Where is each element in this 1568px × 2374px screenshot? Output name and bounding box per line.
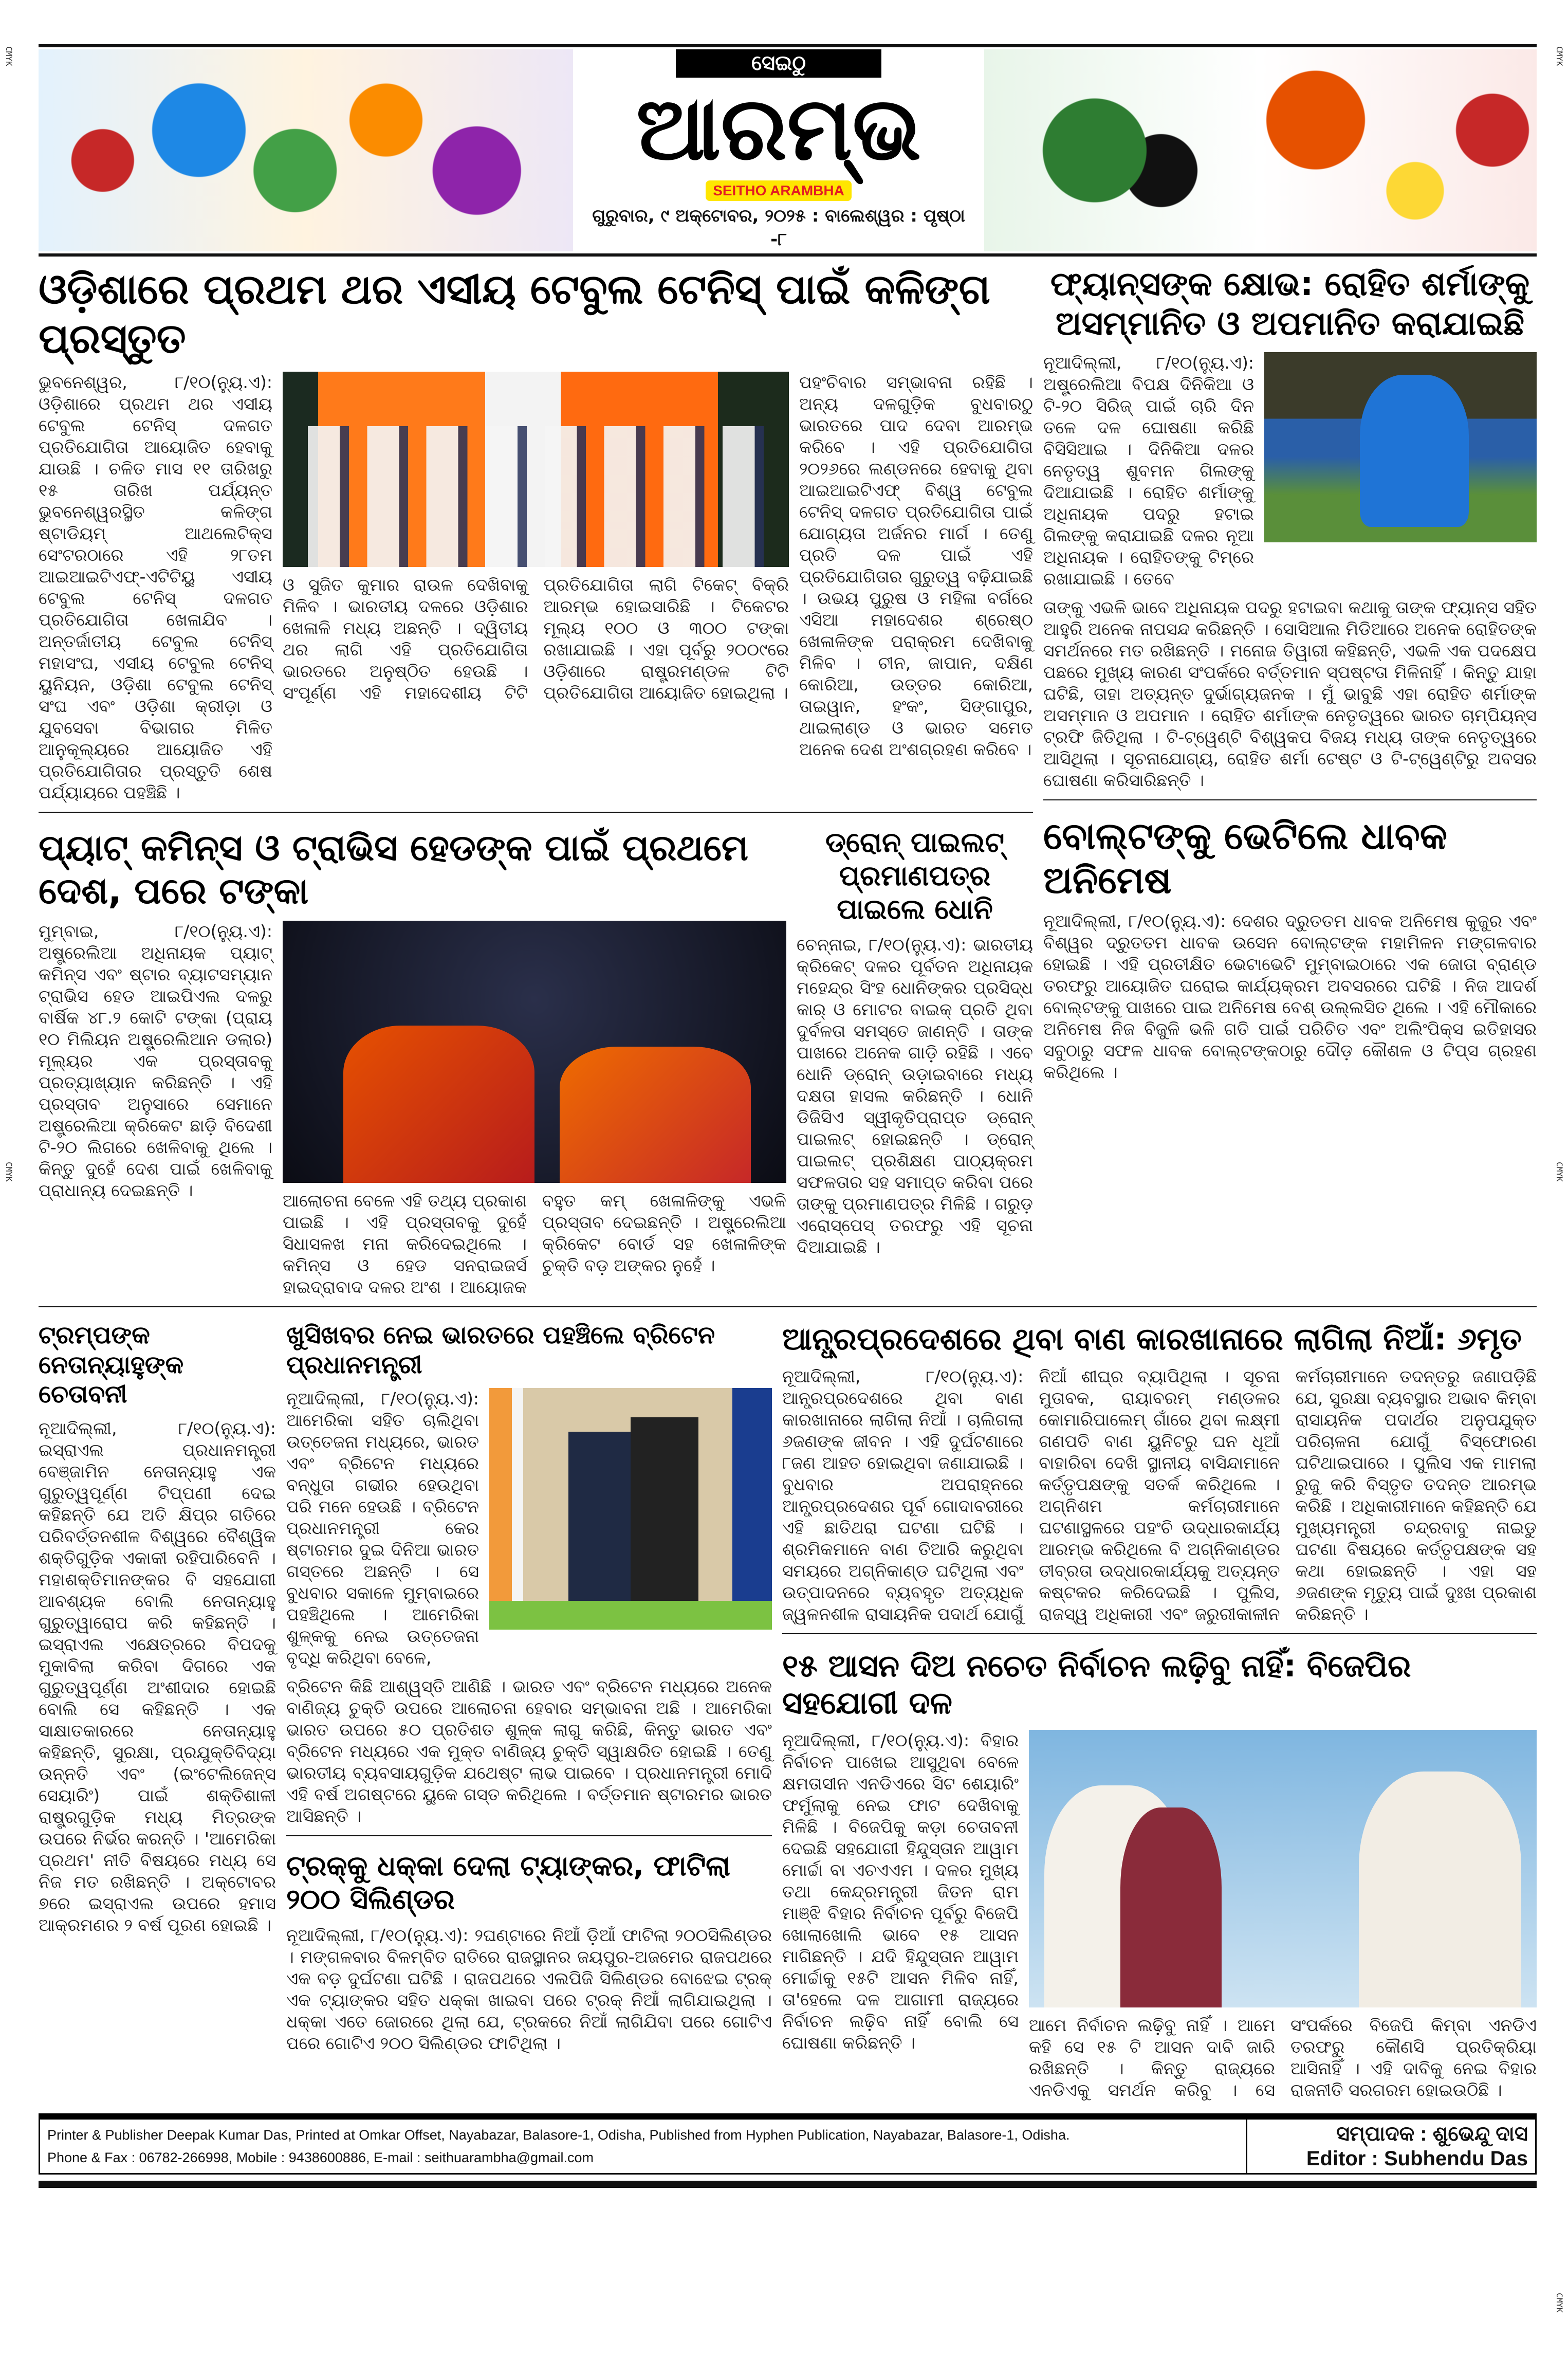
headline: ଟ୍ରମ୍ପଙ୍କ ନେତାନ୍ୟାହୁଙ୍କ ଚେତାବନୀ bbox=[39, 1321, 184, 1409]
sports-collage-right bbox=[984, 49, 1537, 251]
article-body: ନୂଆଦିଲ୍ଲୀ, ୮/୧୦(ନ୍ୟୁ.ଏ): ଆମେରିକା ସହିତ ଚାଲିଥିବା ଉତ୍ତେଜନା ମଧ୍ୟରେ, ଭାରତ ଏବଂ ବ୍ରିଟେନ ମଧ୍ୟରେ ବନ୍ଧୁତା ଗଭୀର ହେଉଥିବା ପରି ମନେ ହେଉଛି । ବ୍ରିଟେନ ପ୍ରଧାନମନ୍ତ୍ରୀ କେର ଷ୍ଟାରମର ଦୁଇ ଦିନିଆ ଭାରତ ଗସ୍ତରେ ଅଛନ୍ତି । ସେ ବୁଧବାର ସକାଳେ ମୁମ୍ବାଇରେ ପହଞ୍ଚିଥିଲେ । ଆମେରିକା ଶୁଳ୍କକୁ ନେଇ ଉତ୍ତେଜନା ବୃଦ୍ଧି କରିଥିବା ବେଳେ, bbox=[286, 1389, 479, 1668]
article-cummins-head bbox=[39, 821, 786, 1298]
publisher-info bbox=[40, 2120, 1247, 2173]
logo-block bbox=[583, 49, 974, 251]
manjhi-modi-photo bbox=[1029, 1730, 1537, 2007]
article-body: ନୂଆଦିଲ୍ଲୀ, ୮/୧୦(ନ୍ୟୁ.ଏ): ୨ଘଣ୍ଟାରେ ନିଆଁ ଡ଼ିଆଁ ଫାଟିଲା ୨୦୦ସିଲିଣ୍ଡର । ମଙ୍ଗଳବାର ବିଳମ୍ବିତ ରାତିରେ ରାଜସ୍ଥାନର ଜୟପୁର-ଅଜମେର ରାଜପଥରେ ଏକ ବଡ଼ ଦୁର୍ଘଟଣା ଘଟିଛି । ରାଜପଥରେ ଏଲପିଜି ସିଲିଣ୍ଡର ବୋଝେଇ ଟ୍ରକ୍ ଏକ ଟ୍ୟାଙ୍କର ସହିତ ଧକ୍କା ଖାଇବା ପରେ ଟ୍ରକ୍ ନିଆଁ ଲାଗିଯାଇଥିଲା । ଧକ୍କା ଏତେ ଜୋରରେ ଥିଲା ଯେ, ଟ୍ରକରେ ନିଆଁ ଲାଗିଯିବା ପରେ ଗୋଟିଏ ପରେ ଗୋଟିଏ ୨୦୦ ସିଲିଣ୍ଡର ଫାଟିଥିଲା । bbox=[286, 1925, 772, 2053]
masthead bbox=[39, 44, 1537, 257]
article-body: ଆମେ ନିର୍ବାଚନ ଲଢ଼ିବୁ ନାହିଁ । ଆମେ କହି ସେ ୧୫ ଟି ଆସନ ଦାବି ଜାରି ରଖିଛନ୍ତି । କିନ୍ତୁ ରାଜ୍ୟରେ ଏନଡିଏକୁ ସମର୍ଥନ କରିବୁ । ସେ ସଂପର୍କରେ ବିଜେପି କିମ୍ବା ଏନଡିଏ ତରଫରୁ କୌଣସି ପ୍ରତିକ୍ରିୟା ଆସିନାହିଁ । ଏହି ଦାବିକୁ ନେଇ ବିହାର ରାଜନୀତି ସରଗରମ ହୋଇଉଠିଛି । bbox=[1029, 2015, 1537, 2100]
registration-mark: CMYK bbox=[4, 1162, 14, 1182]
newspaper-page bbox=[39, 0, 1537, 2188]
registration-mark: CMYK bbox=[1555, 46, 1564, 66]
article-body: ତାଙ୍କୁ ଏଭଳି ଭାବେ ଅଧିନାୟକ ପଦରୁ ହଟାଇବା କଥାକୁ ତାଙ୍କ ଫ୍ୟାନ୍ସ ସହିତ ଆହୁରି ଅନେକ ନାପସନ୍ଦ କରିଛନ୍ତି । ସୋସିଆଲ ମିଡିଆରେ ଅନେକ ରୋହିତଙ୍କ ସମର୍ଥନରେ ମତ ରଖିଛନ୍ତି । ମନୋଜ ତିୱାରୀ କହିଛନ୍ତି, ଏଭଳି ଏକ ପଦକ୍ଷେପ ପଛରେ ମୁଖ୍ୟ କାରଣ ସଂପର୍କରେ ବର୍ତ୍ତମାନ ସ୍ପଷ୍ଟତା ମିଳିନାହିଁ । କିନ୍ତୁ ଯାହା ଘଟିଛି, ତାହା ଅତ୍ୟନ୍ତ ଦୁର୍ଭାଗ୍ୟଜନକ । ମୁଁ ଭାବୁଛି ଏହା ରୋହିତ ଶର୍ମାଙ୍କ ଅସମ୍ମାନ ଓ ଅପମାନ । ରୋହିତ ଶର୍ମାଙ୍କ ନେତୃତ୍ୱରେ ଭାରତ ଚାମ୍ପିୟନ୍ସ ଟ୍ରଫି ଜିତିଥିଲା । ଟି-ଟ୍ୱେଣ୍ଟି ବିଶ୍ୱକପ ବିଜୟ ମଧ୍ୟ ତାଙ୍କ ନେତୃତ୍ୱରେ ଆସିଥିଲା । ସୂଚନାଯୋଗ୍ୟ, ରୋହିତ ଶର୍ମା ଟେଷ୍ଟ ଓ ଟି-ଟ୍ୱେଣ୍ଟିରୁ ଅବସର ଘୋଷଣା କରିସାରିଛନ୍ତି । bbox=[1043, 597, 1537, 790]
article-body: ଆଲୋଚନା ବେଳେ ଏହି ତଥ୍ୟ ପ୍ରକାଶ ପାଇଛି । ଏହି ପ୍ରସ୍ତାବକୁ ଦୁହେଁ ସିଧାସଳଖ ମନା କରିଦେଇଥିଲେ । କମିନ୍ସ ଓ ହେଡ ସନରାଇଜର୍ସ ହାଇଦ୍ରାବାଦ ଦଳର ଅଂଶ । ଆୟୋଜକ ବହୁତ କମ୍ ଖେଳାଳିଙ୍କୁ ଏଭଳି ପ୍ରସ୍ତାବ ଦେଇଛନ୍ତି । ଅଷ୍ଟ୍ରେଲିଆ କ୍ରିକେଟ ବୋର୍ଡ ସହ ଖେଳାଳିଙ୍କ ଚୁକ୍ତି ବଡ଼ ଅଙ୍କର ନୁହେଁ । bbox=[283, 1191, 786, 1297]
headline: ୧୫ ଆସନ ଦିଅ ନଚେତ ନିର୍ବାଚନ ଲଢ଼ିବୁ ନାହିଁ: ବିଜେପିର ସହଯୋଗୀ ଦଳ bbox=[782, 1648, 1411, 1721]
headline: ଓଡ଼ିଶାରେ ପ୍ରଥମ ଥର ଏସୀୟ ଟେବୁଲ ଟେନିସ୍ ପାଇଁ କଳିଙ୍ଗ ପ୍ରସ୍ତୁତ bbox=[39, 265, 990, 362]
article-body: ଚେନ୍ନାଇ, ୮/୧୦(ନ୍ୟୁ.ଏ): ଭାରତୀୟ କ୍ରିକେଟ୍ ଦଳର ପୂର୍ବତନ ଅଧିନାୟକ ମହେନ୍ଦ୍ର ସିଂହ ଧୋନିଙ୍କର ପ୍ରସିଦ୍ଧ କାର୍ ଓ ମୋଟର ବାଇକ୍ ପ୍ରତି ଥିବା ଦୁର୍ବଳତା ସମସ୍ତେ ଜାଣନ୍ତି । ତାଙ୍କ ପାଖରେ ଅନେକ ଗାଡ଼ି ରହିଛି । ଏବେ ଧୋନି ଡ୍ରୋନ୍ ଉଡ଼ାଇବାରେ ମଧ୍ୟ ଦକ୍ଷତା ହାସଲ କରିଛନ୍ତି । ଧୋନି ଡିଜିସିଏ ସ୍ୱୀକୃତିପ୍ରାପ୍ତ ଡ୍ରୋନ୍ ପାଇଲଟ୍ ହୋଇଛନ୍ତି । ଡ୍ରୋନ୍ ପାଇଲଟ୍ ପ୍ରଶିକ୍ଷଣ ପାଠ୍ୟକ୍ରମ ସଫଳତାର ସହ ସମାପ୍ତ କରିବା ପରେ ତାଙ୍କୁ ପ୍ରମାଣପତ୍ର ମିଳିଛି । ଗରୁଡ଼ ଏରୋସ୍ପେସ୍ ତରଫରୁ ଏହି ସୂଚନା ଦିଆଯାଇଛି । bbox=[797, 935, 1033, 1257]
article-andhra-fire bbox=[782, 1316, 1537, 1625]
bottom-rule bbox=[39, 2181, 1537, 2188]
headline: ଟ୍ରକ୍‌କୁ ଧକ୍କା ଦେଲା ଟ୍ୟାଙ୍କର, ଫାଟିଲା ୨୦୦ ସିଲିଣ୍ଡର bbox=[286, 1850, 731, 1915]
dateline: ଗୁରୁବାର, ୯ ଅକ୍ଟୋବର, ୨୦୨୫ : ବାଲେଶ୍ୱର : ପୃଷ୍ଠା -୮ bbox=[592, 206, 965, 250]
registration-mark: CMYK bbox=[1555, 1162, 1564, 1182]
article-bolt bbox=[1043, 791, 1537, 1084]
article-uk-pm bbox=[286, 1316, 772, 1827]
article-netanyahu bbox=[39, 1316, 276, 2101]
article-body: ଓ ସୁଜିତ କୁମାର ରାଉଳ ଦେଖିବାକୁ ମିଳିବ । ଭାରତୀୟ ଦଳରେ ଓଡ଼ିଶାର ଖେଳାଳି ମଧ୍ୟ ଅଛନ୍ତି । ଦ୍ୱିତୀୟ ଥର ଲାଗି ଏହି ପ୍ରତିଯୋଗିତା ଭାରତରେ ଅନୁଷ୍ଠିତ ହେଉଛି । ସଂପୂର୍ଣ୍ଣ ଏହି ମହାଦେଶୀୟ ଟିଟି ପ୍ରତିଯୋଗିତା ଲାଗି ଟିକେଟ୍ ବିକ୍ରି ଆରମ୍ଭ ହୋଇସାରିଛି । ଟିକେଟର ମୂଲ୍ୟ ୧୦୦ ଓ ୩୦୦ ଟଙ୍କା ରଖାଯାଇଛି । ଏହା ପୂର୍ବରୁ ୨୦୦୯ରେ ଓଡ଼ିଶାରେ ରାଷ୍ଟ୍ରମଣ୍ଡଳ ଟିଟି ପ୍ରତିଯୋଗିତା ଆୟୋଜିତ ହୋଇଥିଲା । bbox=[283, 575, 789, 703]
divider bbox=[286, 1835, 772, 1836]
publisher-line: Printer & Publisher Deepak Kumar Das, Printed at Omkar Offset, Nayabazar, Balasore-1, Odisha, Published from Hyphen Publication, Nayabazar, Balasore-1, Odisha. bbox=[47, 2127, 1070, 2143]
modi-starmer-photo bbox=[489, 1388, 772, 1630]
logo-english-tag: SEITHO ARAMBHA bbox=[706, 180, 852, 201]
headline: ଡ୍ରୋନ୍ ପାଇଲଟ୍ ପ୍ରମାଣପତ୍ର ପାଇଲେ ଧୋନି bbox=[825, 826, 1005, 925]
registration-mark: CMYK bbox=[1555, 2293, 1564, 2313]
divider bbox=[39, 812, 1033, 813]
divider bbox=[782, 1633, 1537, 1634]
logo-title: ଆରମ୍ଭ bbox=[636, 78, 921, 180]
sports-collage-left bbox=[39, 49, 573, 251]
article-truck-cylinders bbox=[286, 1827, 772, 2054]
divider bbox=[1043, 799, 1537, 800]
article-body: ନୂଆଦିଲ୍ଲୀ, ୮/୧୦(ନ୍ୟୁ.ଏ): ଇସ୍ରାଏଲ ପ୍ରଧାନମନ୍ତ୍ରୀ ବେଞ୍ଜାମିନ ନେତାନ୍ୟାହୁ ଏକ ଗୁରୁତ୍ୱପୂର୍ଣ୍ଣ ଟିପ୍ପଣୀ ଦେଇ କହିଛନ୍ତି ଯେ ଅତି କ୍ଷିପ୍ର ଗତିରେ ପରିବର୍ତ୍ତନଶୀଳ ବିଶ୍ୱରେ ବୈଶ୍ୱିକ ଶକ୍ତିଗୁଡ଼ିକ ଏକାକୀ ରହିପାରିବେନି । ମହାଶକ୍ତିମାନଙ୍କର ବି ସହଯୋଗୀ ଆବଶ୍ୟକ ବୋଲି ନେତାନ୍ୟାହୁ ଗୁରୁତ୍ୱାରୋପ କରି କହିଛନ୍ତି । ଇସ୍ରାଏଲ ଏକ୍ଷେତ୍ରରେ ବିପଦକୁ ମୁକାବିଲା କରିବା ଦିଗରେ ଏକ ଗୁରୁତ୍ୱପୂର୍ଣ୍ଣ ଅଂଶୀଦାର ହୋଇଛି ବୋଲି ସେ କହିଛନ୍ତି । ଏକ ସାକ୍ଷାତକାରରେ ନେତାନ୍ୟାହୁ କହିଛନ୍ତି, ସୁରକ୍ଷା, ପ୍ରଯୁକ୍ତିବିଦ୍ୟା ଉନ୍ନତି ଏବଂ (ଇଂଟେଲିଜେନ୍ସ ସେୟାରିଂ) ପାଇଁ ଶକ୍ତିଶାଳୀ ରାଷ୍ଟ୍ରଗୁଡ଼ିକ ମଧ୍ୟ ମିତ୍ରଙ୍କ ଉପରେ ନିର୍ଭର କରନ୍ତି । 'ଆମେରିକା ପ୍ରଥମ' ନୀତି ବିଷୟରେ ମଧ୍ୟ ସେ ନିଜ ମତ ରଖିଛନ୍ତି । ଅକ୍ଟୋବର ୭ରେ ଇସ୍ରାଏଲ ଉପରେ ହମାସ ଆକ୍ରମଣର ୨ ବର୍ଷ ପୂରଣ ହୋଇଛି । bbox=[39, 1418, 276, 1935]
article-body: ପହଂଚିବାର ସମ୍ଭାବନା ରହିଛି । ଅନ୍ୟ ଦଳଗୁଡ଼ିକ ବୁଧବାରଠୁ ଭାରତରେ ପାଦ ଦେବା ଆରମ୍ଭ କରିବେ । ଏହି ପ୍ରତିଯୋଗିତା ୨୦୨୬ରେ ଲଣ୍ଡନରେ ହେବାକୁ ଥିବା ଆଇଆଇଟିଏଫ୍ ବିଶ୍ୱ ଟେବୁଲ ଟେନିସ୍ ଦଳଗତ ପ୍ରତିଯୋଗିତା ପାଇଁ ଯୋଗ୍ୟତା ଅର୍ଜନର ମାର୍ଗ । ତେଣୁ ପ୍ରତି ଦଳ ପାଇଁ ଏହି ପ୍ରତିଯୋଗିତାର ଗୁରୁତ୍ୱ ବଢ଼ିଯାଇଛି । ଉଭୟ ପୁରୁଷ ଓ ମହିଳା ବର୍ଗରେ ଏସିଆ ମହାଦେଶର ଶ୍ରେଷ୍ଠ ଖେଳାଳିଙ୍କ ପରାକ୍ରମ ଦେଖିବାକୁ ମିଳିବ । ଚୀନ, ଜାପାନ, ଦକ୍ଷିଣ କୋରିଆ, ଉତ୍ତର କୋରିଆ, ତାଇୱାନ, ହଂକଂ, ସିଙ୍ଗାପୁର, ଥାଇଲାଣ୍ଡ ଓ ଭାରତ ସମେତ ଅନେକ ଦେଶ ଅଂଶଗ୍ରହଣ କରିବେ । bbox=[799, 372, 1033, 759]
imprint-footer bbox=[39, 2113, 1537, 2175]
article-bjp-ally bbox=[782, 1625, 1537, 2101]
article-table-tennis bbox=[39, 260, 1033, 803]
headline: ଆନ୍ଧ୍ରପ୍ରଦେଶରେ ଥିବା ବାଣ କାରଖାନାରେ ଲାଗିଲା ନିଆଁ: ୬ମୃତ bbox=[782, 1321, 1522, 1357]
logo-kicker: ସେଇଠୁ bbox=[676, 49, 881, 78]
rohit-sharma-photo bbox=[1264, 352, 1537, 542]
editor-english: Editor : Subhendu Das bbox=[1306, 2147, 1528, 2170]
article-body: ନୂଆଦିଲ୍ଲୀ, ୮/୧୦(ନ୍ୟୁ.ଏ): ବିହାର ନିର୍ବାଚନ ପାଖେଇ ଆସୁଥିବା ବେଳେ କ୍ଷମତାସୀନ ଏନଡିଏରେ ସିଟ ଶେୟାରିଂ ଫର୍ମୁଲାକୁ ନେଇ ଫାଟ ଦେଖିବାକୁ ମିଳିଛି । ବିଜେପିକୁ କଡ଼ା ଚେତାବନୀ ଦେଇଛି ସହଯୋଗୀ ହିନ୍ଦୁସ୍ତାନ ଆୱାମ ମୋର୍ଚ୍ଚା ବା ଏଚଏଏମ । ଦଳର ମୁଖ୍ୟ ତଥା କେନ୍ଦ୍ରମନ୍ତ୍ରୀ ଜିତନ ରାମ ମାଞ୍ଝି ବିହାର ନିର୍ବାଚନ ପୂର୍ବରୁ ବିଜେପି ଖୋଲାଖୋଲି ଭାବେ ୧୫ ଆସନ ମାଗିଛନ୍ତି । ଯଦି ହିନ୍ଦୁସ୍ତାନ ଆୱାମ ମୋର୍ଚ୍ଚାକୁ ୧୫ଟି ଆସନ ମିଳିବ ନାହିଁ, ତା'ହେଲେ ଦଳ ଆଗାମୀ ରାଜ୍ୟରେ ନିର୍ବାଚନ ଲଢ଼ିବ ନାହିଁ ବୋଲି ସେ ଘୋଷଣା କରିଛନ୍ତି । bbox=[782, 1730, 1019, 2053]
editor-odia: ସମ୍ପାଦକ : ଶୁଭେନ୍ଦୁ ଦାସ bbox=[1336, 2123, 1528, 2145]
registration-mark: CMYK bbox=[4, 46, 14, 66]
headline: ଫ୍ୟାନ୍ସଙ୍କ କ୍ଷୋଭ: ରୋହିତ ଶର୍ମାଙ୍କୁ ଅସମ୍ମାନିତ ଓ ଅପମାନିତ କରାଯାଇଛି bbox=[1050, 265, 1530, 343]
masthead-bottom-rule bbox=[39, 253, 1537, 257]
article-body: ନୂଆଦିଲ୍ଲୀ, ୮/୧୦(ନ୍ୟୁ.ଏ): ଅଷ୍ଟ୍ରେଲିଆ ବିପକ୍ଷ ଦିନିକିଆ ଓ ଟି-୨୦ ସିରିଜ୍ ପାଇଁ ଚାରି ଦିନ ତଳେ ଦଳ ଘୋଷଣା କରିଛି ବିସିସିଆଇ । ଦିନିକିଆ ଦଳର ନେତୃତ୍ୱ ଶୁବମନ ଗିଲଙ୍କୁ ଦିଆଯାଇଛି । ରୋହିତ ଶର୍ମାଙ୍କୁ ଅଧିନାୟକ ପଦରୁ ହଟାଇ ଗିଲଙ୍କୁ କରାଯାଇଛି ଦଳର ନୂଆ ଅଧିନାୟକ । ରୋହିତଙ୍କୁ ଟିମ୍‌ରେ ରଖାଯାଇଛି । ତେବେ bbox=[1043, 352, 1254, 589]
headline: ପ୍ୟାଟ୍ କମିନ୍ସ ଓ ଟ୍ରାଭିସ ହେଡଙ୍କ ପାଇଁ ପ୍ରଥମେ ଦେଶ, ପରେ ଟଙ୍କା bbox=[39, 827, 749, 912]
article-body: ନୂଆଦିଲ୍ଲୀ, ୮/୧୦(ନ୍ୟୁ.ଏ): ଆନ୍ଧ୍ରପ୍ରଦେଶରେ ଥିବା ବାଣ କାରଖାନାରେ ଲାଗିଲା ନିଆଁ । ଚାଲିଗଲା ୬ଜଣଙ୍କ ଜୀବନ । ଏହି ଦୁର୍ଘଟଣାରେ ୮ଜଣ ଆହତ ହୋଇଥିବା ଜଣାଯାଇଛି । ବୁଧବାର ଅପରାହ୍ନରେ ଆନ୍ଧ୍ରପ୍ରଦେଶର ପୂର୍ବ ଗୋଦାବରୀରେ ଏହି ଛାତିଥରା ଘଟଣା ଘଟିଛି । ଶ୍ରମିକମାନେ ବାଣ ତିଆରି କରୁଥିବା ସମୟରେ ଅଗ୍ନିକାଣ୍ଡ ଘଟିଥିଲା ଏବଂ ଉତ୍ପାଦନରେ ବ୍ୟବହୃତ ଅତ୍ୟଧିକ ଜ୍ୱଳନଶୀଳ ରାସାୟନିକ ପଦାର୍ଥ ଯୋଗୁଁ ନିଆଁ ଶୀଘ୍ର ବ୍ୟାପିଥିଲା । ସୂଚନା ମୁତାବକ, ରାୟାବରମ୍ ମଣ୍ଡଳର କୋମାରିପାଲେମ୍ ଗାଁରେ ଥିବା ଲକ୍ଷ୍ମୀ ଗଣପତି ବାଣ ୟୁନିଟରୁ ଘନ ଧୂଆଁ ବାହାରିବା ଦେଖି ସ୍ଥାନୀୟ ବାସିନ୍ଦାମାନେ କର୍ତ୍ତୃପକ୍ଷଙ୍କୁ ସତର୍କ କରିଥିଲେ । ଅଗ୍ନିଶମ କର୍ମଚାରୀମାନେ ଘଟଣାସ୍ଥଳରେ ପହଂଚି ଉଦ୍ଧାରକାର୍ଯ୍ୟ ଆରମ୍ଭ କରିଥିଲେ ବି ଅଗ୍ନିକାଣ୍ଡର ତୀବ୍ରତା ଉଦ୍ଧାରକାର୍ଯ୍ୟକୁ ଅତ୍ୟନ୍ତ କଷ୍ଟକର କରିଦେଇଛି । ପୁଲିସ, ରାଜସ୍ୱ ଅଧିକାରୀ ଏବଂ ଜରୁରୀକାଳୀନ କର୍ମଚାରୀମାନେ ତଦନ୍ତରୁ ଜଣାପଡ଼ିଛି ଯେ, ସୁରକ୍ଷା ବ୍ୟବସ୍ଥାର ଅଭାବ କିମ୍ବା ରାସାୟନିକ ପଦାର୍ଥର ଅନୁପଯୁକ୍ତ ପରିଚାଳନା ଯୋଗୁଁ ବିସ୍ଫୋରଣ ଘଟିଥାଇପାରେ । ପୁଲିସ ଏକ ମାମଲା ରୁଜୁ କରି ବିସ୍ତୃତ ତଦନ୍ତ ଆରମ୍ଭ କରିଛି । ଅଧିକାରୀମାନେ କହିଛନ୍ତି ଯେ ମୁଖ୍ୟମନ୍ତ୍ରୀ ଚନ୍ଦ୍ରବାବୁ ନାଇଡୁ ଘଟଣା ବିଷୟରେ କର୍ତ୍ତୃପକ୍ଷଙ୍କ ସହ କଥା ହୋଇଛନ୍ତି । ଏହା ସହ ୬ଜଣଙ୍କ ମୃତ୍ୟୁ ପାଇଁ ଦୁଃଖ ପ୍ରକାଶ କରିଛନ୍ତି । bbox=[782, 1366, 1537, 1624]
cummins-head-photo bbox=[283, 921, 786, 1183]
article-body: ବ୍ରିଟେନ କିଛି ଆଶ୍ୱସ୍ତି ଆଣିଛି । ଭାରତ ଏବଂ ବ୍ରିଟେନ ମଧ୍ୟରେ ଅନେକ ବାଣିଜ୍ୟ ଚୁକ୍ତି ଉପରେ ଆଲୋଚନା ହେବାର ସମ୍ଭାବନା ଅଛି । ଆମେରିକା ଭାରତ ଉପରେ ୫୦ ପ୍ରତିଶତ ଶୁଳ୍କ ଲାଗୁ କରିଛି, କିନ୍ତୁ ଭାରତ ଏବଂ ବ୍ରିଟେନ ମଧ୍ୟରେ ଏକ ମୁକ୍ତ ବାଣିଜ୍ୟ ଚୁକ୍ତି ସ୍ୱାକ୍ଷରିତ ହୋଇଛି । ତେଣୁ ଭାରତୀୟ ବ୍ୟବସାୟଗୁଡ଼ିକ ଯଥେଷ୍ଟ ଲାଭ ପାଇବେ । ପ୍ରଧାନମନ୍ତ୍ରୀ ମୋଦି ଏହି ବର୍ଷ ଅଗଷ୍ଟରେ ୟୁକେ ଗସ୍ତ କରିଥିଲେ । ବର୍ତ୍ତମାନ ଷ୍ଟାରମର ଭାରତ ଆସିଛନ୍ତି । bbox=[286, 1676, 772, 1827]
table-tennis-photo bbox=[283, 372, 789, 567]
editor-info bbox=[1247, 2120, 1535, 2173]
article-dhoni-drone bbox=[797, 821, 1033, 1298]
headline: ବୋଲ୍ଟଙ୍କୁ ଭେଟିଲେ ଧାବକ ଅନିମେଷ bbox=[1043, 814, 1447, 902]
article-body: ଭୁବନେଶ୍ୱର, ୮/୧୦(ନ୍ୟୁ.ଏ): ଓଡ଼ିଶାରେ ପ୍ରଥମ ଥର ଏସୀୟ ଟେବୁଲ ଟେନିସ୍ ଦଳଗତ ପ୍ରତିଯୋଗିତା ଆୟୋଜିତ ହେବାକୁ ଯାଉଛି । ଚଳିତ ମାସ ୧୧ ତାରିଖରୁ ୧୫ ତାରିଖ ପର୍ଯ୍ୟନ୍ତ ଭୁବନେଶ୍ୱରସ୍ଥିତ କଳିଙ୍ଗ ଷ୍ଟାଡିୟମ୍ ଆଥଲେଟିକ୍ସ ସେଂଟରଠାରେ ଏହି ୨୮ତମ ଆଇଆଇଟିଏଫ୍-ଏଟିଟିୟୁ ଏସୀୟ ଟେବୁଲ ଟେନିସ୍ ଦଳଗତ ପ୍ରତିଯୋଗିତା ଖେଳାଯିବ । ଅନ୍ତର୍ଜାତୀୟ ଟେବୁଲ ଟେନିସ୍ ମହାସଂଘ, ଏସୀୟ ଟେବୁଲ ଟେନିସ୍ ୟୁନିୟନ, ଓଡ଼ିଶା ଟେବୁଲ ଟେନିସ୍ ସଂଘ ଏବଂ ଓଡ଼ିଶା କ୍ରୀଡ଼ା ଓ ଯୁବସେବା ବିଭାଗର ମିଳିତ ଆନୁକୂଲ୍ୟରେ ଆୟୋଜିତ ଏହି ପ୍ରତିଯୋଗିତାର ପ୍ରସ୍ତୁତି ଶେଷ ପର୍ଯ୍ୟାୟରେ ପହଞ୍ଚିଛି । bbox=[39, 372, 272, 802]
contact-line: Phone & Fax : 06782-266998, Mobile : 9438600886, E-mail : seithuarambha@gmail.com bbox=[47, 2150, 594, 2165]
article-body: ନୂଆଦିଲ୍ଲୀ, ୮/୧୦(ନ୍ୟୁ.ଏ): ଦେଶର ଦ୍ରୁତତମ ଧାବକ ଅନିମେଷ କୁଜୁର ଏବଂ ବିଶ୍ୱର ଦ୍ରୁତତମ ଧାବକ ଉସେନ ବୋଲ୍ଟଙ୍କ ମହାମିଳନ ମଙ୍ଗଳବାର ହୋଇଛି । ଏହି ପ୍ରତୀକ୍ଷିତ ଭେଟାଭେଟି ମୁମ୍ବାଇଠାରେ ଏକ ଜୋତା ବ୍ରାଣ୍ଡ ତରଫରୁ ଆୟୋଜିତ ଘରୋଇ କାର୍ଯ୍ୟକ୍ରମ ଅବସରରେ ଘଟିଛି । ନିଜ ଆଦର୍ଶ ବୋଲ୍ଟଙ୍କୁ ପାଖରେ ପାଇ ଅନିମେଷ ବେଶ୍ ଉଲ୍ଲସିତ ଥିଲେ । ଏହି ମୌକାରେ ଅନିମେଷ ନିଜ ବିଜୁଳି ଭଳି ଗତି ପାଇଁ ପରିଚିତ ଏବଂ ଅଲିଂପିକ୍ସ ଇତିହାସର ସବୁଠାରୁ ସଫଳ ଧାବକ ବୋଲ୍ଟଙ୍କଠାରୁ ଦୌଡ଼ କୌଶଳ ଓ ଟିପ୍ସ ଗ୍ରହଣ କରିଥିଲେ । bbox=[1043, 911, 1537, 1083]
divider bbox=[39, 1306, 1537, 1307]
article-rohit bbox=[1043, 260, 1537, 791]
headline: ଖୁସିଖବର ନେଇ ଭାରତରେ ପହଞ୍ଚିଲେ ବ୍ରିଟେନ ପ୍ରଧାନମନ୍ତ୍ରୀ bbox=[286, 1321, 715, 1379]
article-body: ମୁମ୍ବାଇ, ୮/୧୦(ନ୍ୟୁ.ଏ): ଅଷ୍ଟ୍ରେଲିଆ ଅଧିନାୟକ ପ୍ୟାଟ୍ କମିନ୍ସ ଏବଂ ଷ୍ଟାର ବ୍ୟାଟସମ୍ୟାନ ଟ୍ରାଭିସ ହେଡ ଆଇପିଏଲ ଦଳରୁ ବାର୍ଷିକ ୪୮.୨ କୋଟି ଟଙ୍କା (ପ୍ରାୟ ୧୦ ମିଲିୟନ ଅଷ୍ଟ୍ରେଲିଆନ ଡଲାର) ମୂଲ୍ୟର ଏକ ପ୍ରସ୍ତାବକୁ ପ୍ରତ୍ୟାଖ୍ୟାନ କରିଛନ୍ତି । ଏହି ପ୍ରସ୍ତାବ ଅନୁସାରେ ସେମାନେ ଅଷ୍ଟ୍ରେଲିଆ କ୍ରିକେଟ ଛାଡ଼ି ବିଦେଶୀ ଟି-୨୦ ଲିଗରେ ଖେଳିବାକୁ ଥିଲେ । କିନ୍ତୁ ଦୁହେଁ ଦେଶ ପାଇଁ ଖେଳିବାକୁ ପ୍ରାଧାନ୍ୟ ଦେଇଛନ୍ତି । bbox=[39, 921, 272, 1200]
